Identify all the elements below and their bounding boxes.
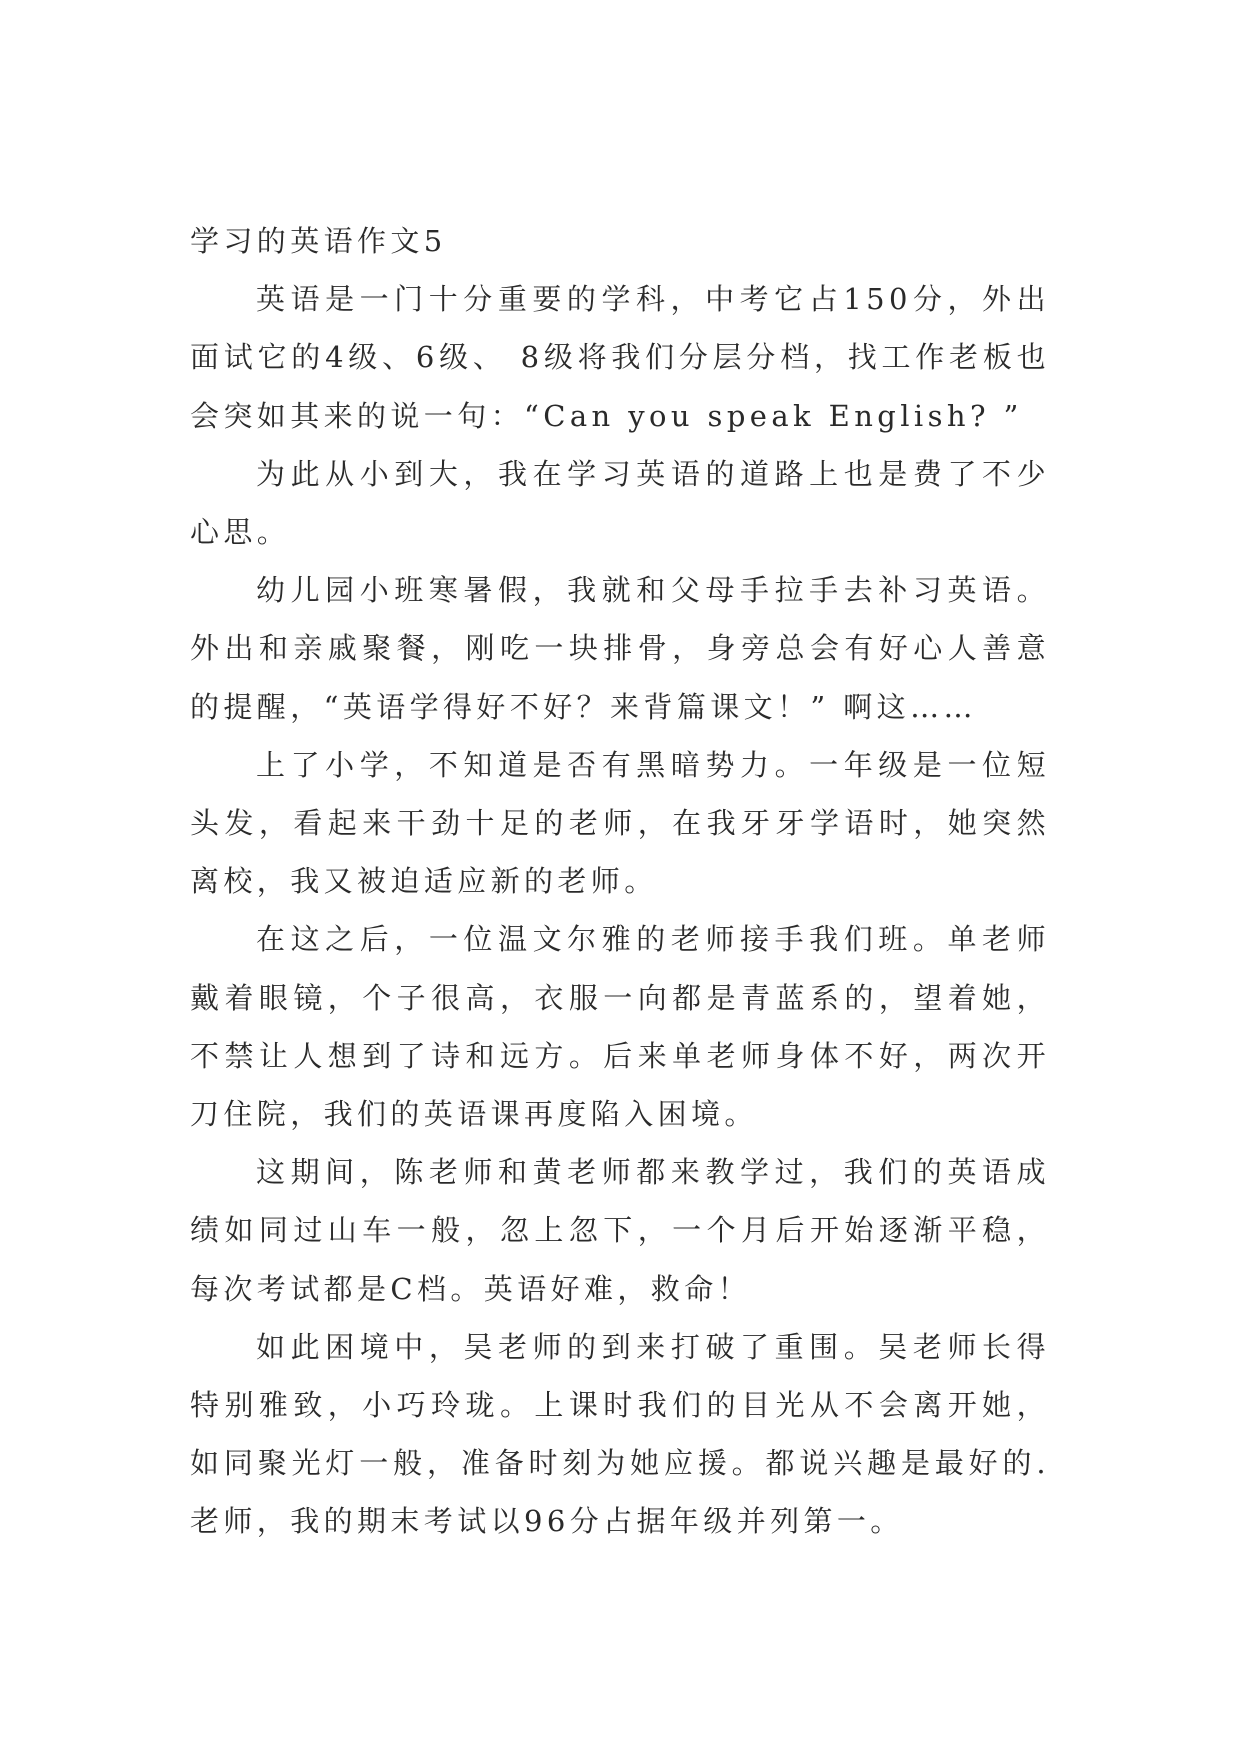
- paragraph-teacher-wu: 如此困境中，吴老师的到来打破了重围。吴老师长得特别雅致，小巧玲珑。上课时我们的目光从不会离开她，如同聚光灯一般，准备时刻为她应援。都说兴趣是最好的.老师，我的期末考试以96分占据年级并列第一。: [190, 1329, 1050, 1539]
- paragraph-primary-school: 上了小学，不知道是否有黑暗势力。一年级是一位短头发，看起来干劲十足的老师，在我牙牙学语时，她突然离校，我又被迫适应新的老师。: [190, 747, 1050, 899]
- paragraph-chen-huang: 这期间，陈老师和黄老师都来教学过，我们的英语成绩如同过山车一般，忽上忽下，一个月后开始逐渐平稳，每次考试都是C档。英语好难，救命！: [190, 1155, 1050, 1306]
- document-body: [190, 212, 1050, 1551]
- paragraph-teacher-shan: 在这之后，一位温文尔雅的老师接手我们班。单老师戴着眼镜，个子很高，衣服一向都是青蓝系的，望着她，不禁让人想到了诗和远方。后来单老师身体不好，两次开刀住院，我们的英语课再度陷入困境。: [190, 922, 1050, 1132]
- document-title: 学习的英语作文5: [190, 224, 447, 258]
- paragraph-intro: 英语是一门十分重要的学科，中考它占150分，外出面试它的4级、6级、 8级将我们分层分档，找工作老板也会突如其来的说一句：“Can you speak English? ”: [190, 282, 1050, 433]
- paragraph-effort: 为此从小到大，我在学习英语的道路上也是费了不少心思。: [190, 456, 1050, 550]
- paragraph-kindergarten: 幼儿园小班寒暑假，我就和父母手拉手去补习英语。外出和亲戚聚餐，刚吃一块排骨，身旁总会有好心人善意的提醒，“英语学得好不好？来背篇课文！” 啊这……: [190, 573, 1050, 724]
